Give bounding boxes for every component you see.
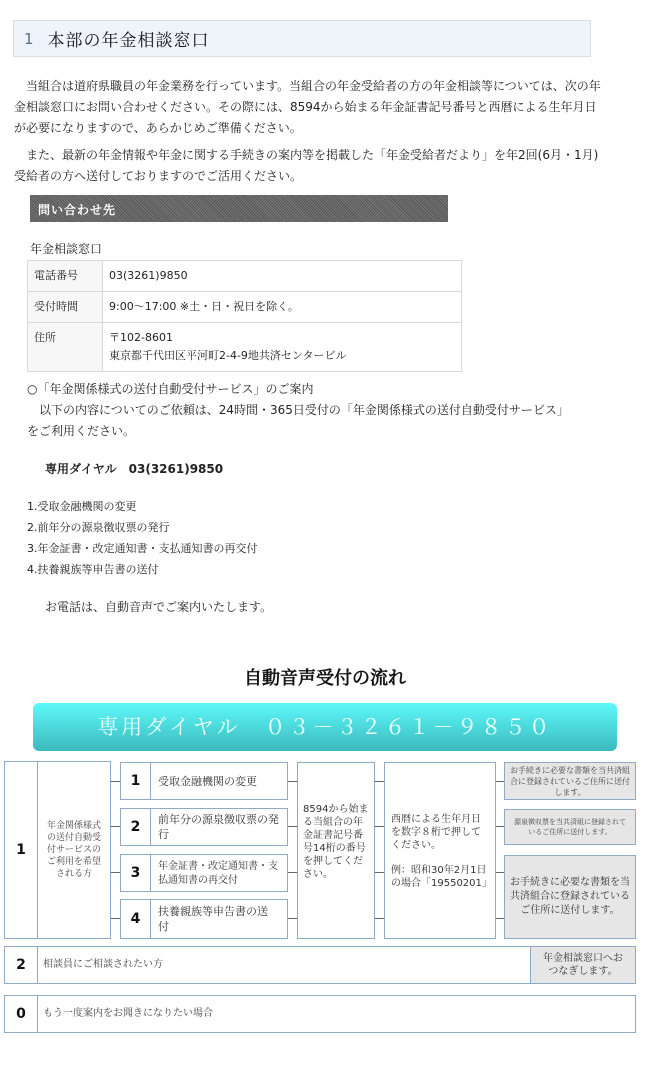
sub-option-label: 年金証書・改定通知書・支払通知書の再交付 <box>158 861 278 886</box>
section-heading <box>13 20 591 57</box>
sub-option-3 <box>120 854 288 892</box>
sub-option-1 <box>120 762 288 800</box>
phone-value: 03(3261)9850 <box>103 261 462 292</box>
postal-code: 〒102-8601 <box>109 331 173 344</box>
option-2-result: 年金相談窓口へおつなぎします。 <box>530 947 635 983</box>
section-number: 1 <box>24 29 34 48</box>
intro-paragraph-2: また、最新の年金情報や年金に関する手続きの案内等を掲載した「年金受給者だより」を年2回(6月・1月)受給者の方へ送付しておりますのでご活用ください。 <box>14 148 599 183</box>
birthdate-instruction: 西暦による生年月日を数字８桁で押してください。 <box>391 814 481 851</box>
row-key: 受付時間 <box>28 292 103 323</box>
option-1-number: 1 <box>4 761 38 939</box>
result-send-forms: お手続きに必要な書類を当共済組合に登録されているご住所に送付します。 <box>504 762 636 800</box>
table-row <box>28 292 462 323</box>
sub-option-number: 4 <box>121 900 151 938</box>
table-row <box>28 323 462 372</box>
result-send-withholding: 源泉徴収票を当共済組に登録されているご住所に送付します。 <box>504 809 636 845</box>
sub-option-4 <box>120 899 288 939</box>
address-line: 東京都千代田区平河町2-4-9地共済センタービル <box>109 349 347 362</box>
step-pension-id: 8594から始まる当組合の年金証書記号番号14桁の番号を押してください。 <box>297 762 375 939</box>
sub-option-number: 3 <box>121 855 151 891</box>
table-row <box>28 261 462 292</box>
row-key: 住所 <box>28 323 103 372</box>
contact-heading-bar: 問い合わせ先 <box>30 195 448 222</box>
row-key: 電話番号 <box>28 261 103 292</box>
sub-option-number: 1 <box>121 763 151 799</box>
phone-note: お電話は、自動音声でご案内いたします。 <box>45 600 273 614</box>
sub-option-number: 2 <box>121 809 151 845</box>
section-title: 本部の年金相談窓口 <box>47 31 210 51</box>
hours-value: 9:00～17:00 ※土・日・祝日を除く。 <box>103 292 462 323</box>
option-2-label: 相談員にご相談されたい方 <box>43 959 163 970</box>
result-send-forms-2: お手続きに必要な書類を当共済組合に登録されているご住所に送付します。 <box>504 855 636 939</box>
list-item: 3.年金証書・改定通知書・支払通知書の再交付 <box>27 542 258 555</box>
dedicated-dial: 専用ダイヤル 03(3261)9850 <box>45 462 224 476</box>
option-0-label: もう一度案内をお聞きになりたい場合 <box>43 1008 213 1019</box>
service-body: 以下の内容についてのご依頼は、24時間・365日受付の「年金関係様式の送付自動受付サービス」をご利用ください。 <box>27 403 563 438</box>
sub-option-2 <box>120 808 288 846</box>
option-0-row <box>4 995 636 1033</box>
option-2-number: 2 <box>5 947 38 983</box>
intro-paragraph-1: 当組合は道府県職員の年金業務を行っています。当組合の年金受給者の方の年金相談等については、次の年金相談窓口にお問い合わせください。その際には、8594から始まる年金証書記号番号と西暦による生年月日が必要になりますので、あらかじめご準備ください。 <box>14 79 601 135</box>
dial-banner: 専用ダイヤル ０３－３２６１－９８５０ <box>33 703 617 751</box>
list-item: 4.扶養親族等申告書の送付 <box>27 563 159 576</box>
birthdate-example: 例：昭和30年2月1日の場合「19550201」 <box>391 865 492 889</box>
option-1-description: 年金関係様式の送付自動受付サービスのご利用を希望される方 <box>37 761 111 939</box>
option-2-row <box>4 946 636 984</box>
flow-title: 自動音声受付の流れ <box>244 668 406 689</box>
contact-table <box>27 260 462 372</box>
list-item: 2.前年分の源泉徴収票の発行 <box>27 521 170 534</box>
option-0-number: 0 <box>5 996 38 1032</box>
step-birthdate <box>384 762 496 939</box>
sub-option-label: 扶養親族等申告書の送付 <box>158 905 268 933</box>
sub-option-label: 受取金融機関の変更 <box>158 775 257 788</box>
address-value <box>103 323 462 372</box>
contact-window-label: 年金相談窓口 <box>30 242 103 256</box>
sub-option-label: 前年分の源泉徴収票の発行 <box>158 813 279 841</box>
service-items-list <box>27 496 258 580</box>
service-title: ○「年金関係様式の送付自動受付サービス」のご案内 <box>27 382 314 396</box>
list-item: 1.受取金融機関の変更 <box>27 500 137 513</box>
